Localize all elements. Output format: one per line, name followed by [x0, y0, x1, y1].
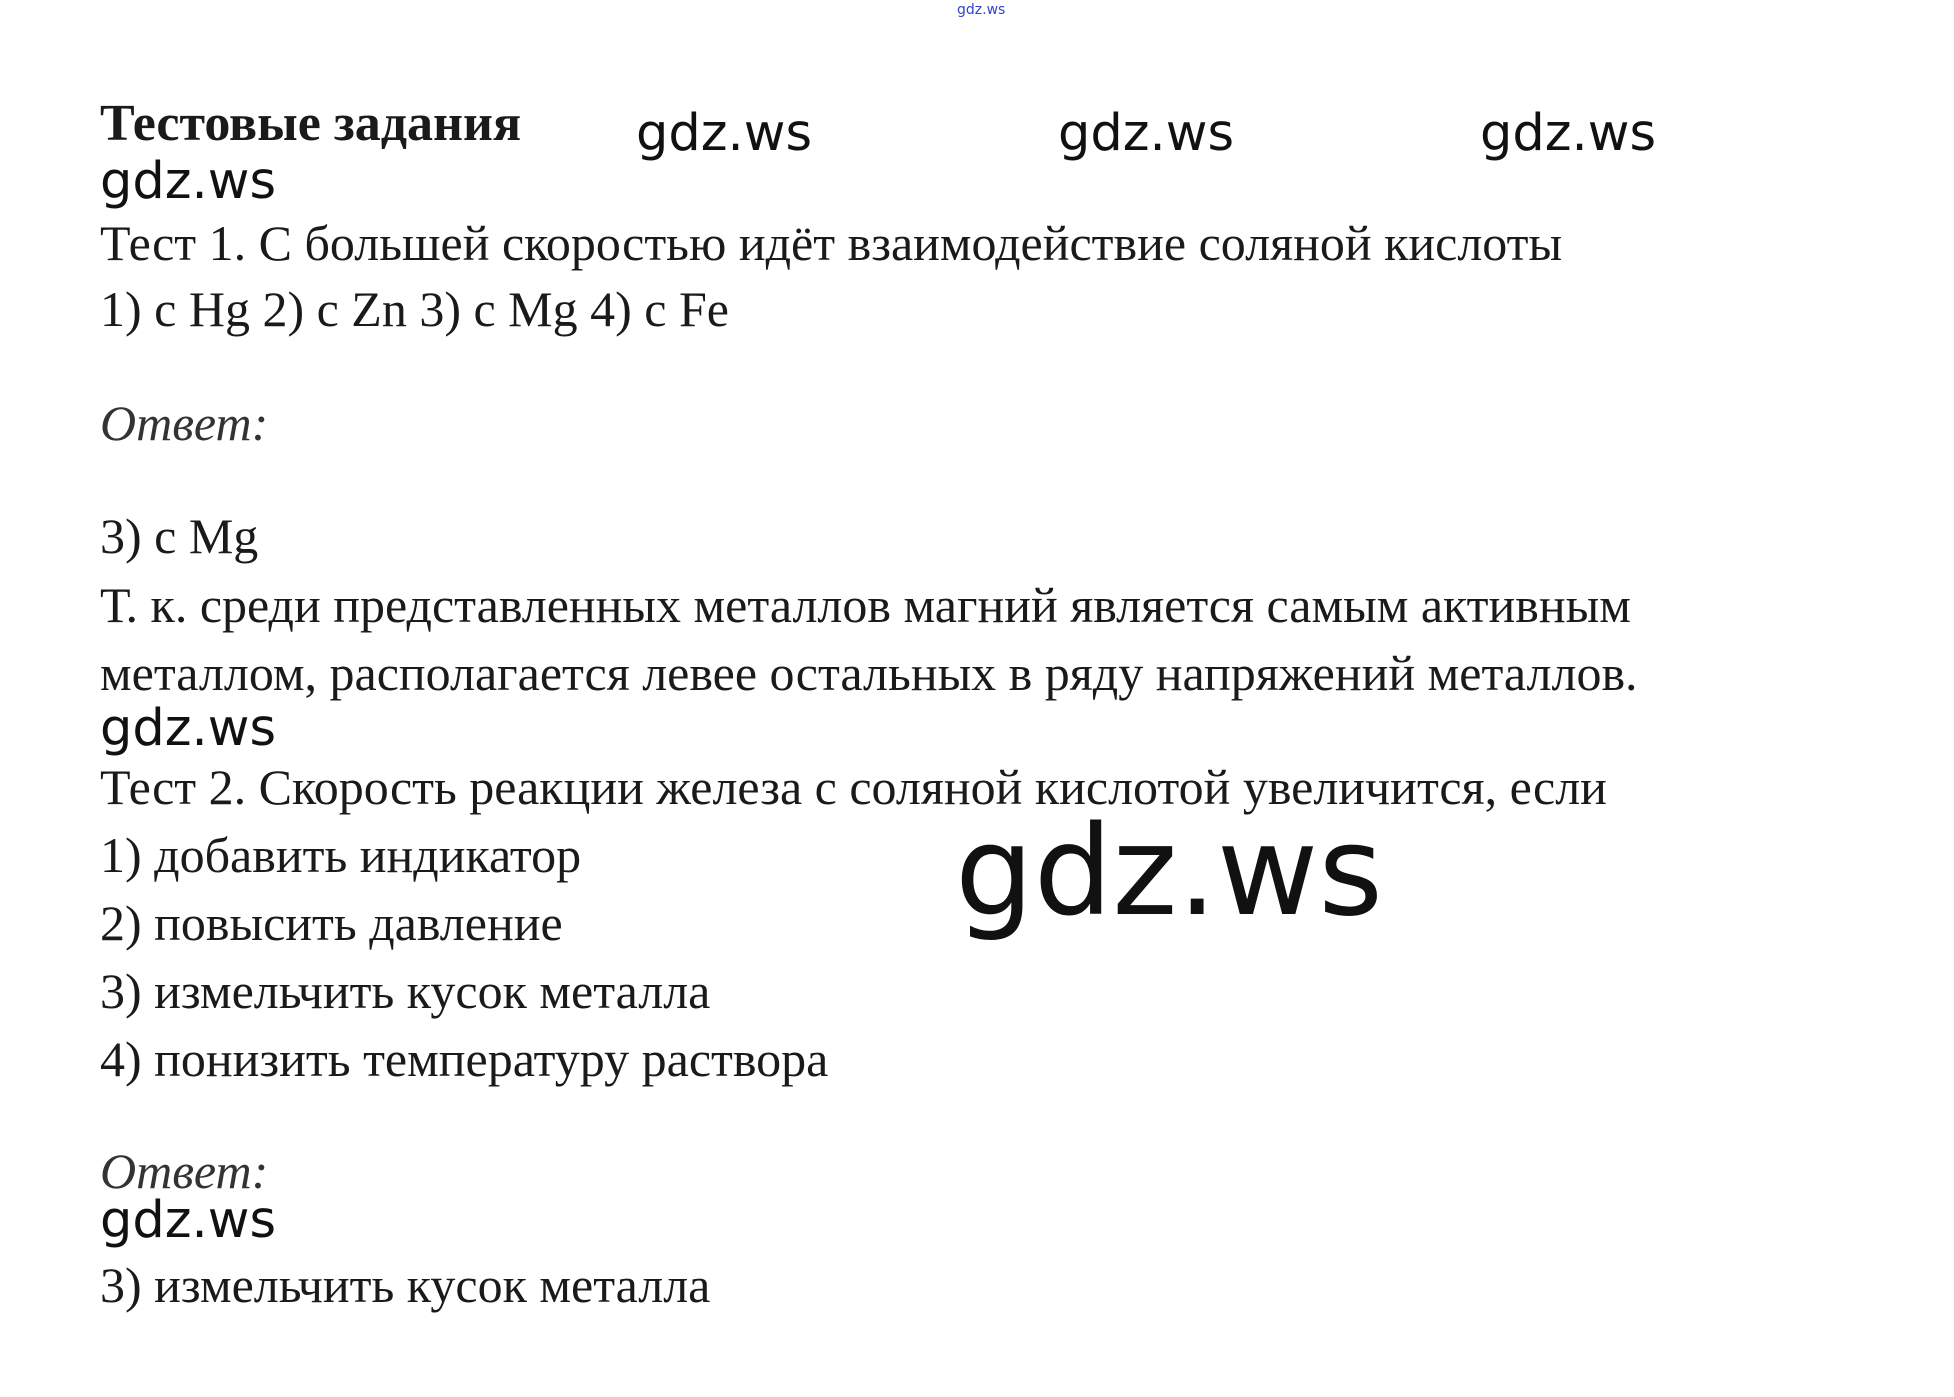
test1-answer: 3) с Mg: [100, 508, 259, 564]
test1-question: Тест 1. С большей скоростью идёт взаимодействие соляной кислоты: [100, 215, 1563, 271]
page-heading: Тестовые задания: [100, 95, 522, 152]
test2-option-4: 4) понизить температуру раствора: [100, 1031, 829, 1087]
watermark-center-large: gdz.ws: [955, 800, 1383, 944]
test2-option-1: 1) добавить индикатор: [100, 827, 582, 883]
test2-question: Тест 2. Скорость реакции железа с соляной кислотой увеличится, если: [100, 759, 1607, 815]
watermark-top: gdz.ws: [957, 2, 1006, 18]
test1-explanation-line1: Т. к. среди представленных металлов магний является самым активным: [100, 577, 1631, 633]
watermark-header-2: gdz.ws: [1058, 104, 1235, 163]
test2-option-3: 3) измельчить кусок металла: [100, 963, 711, 1019]
watermark-header-1: gdz.ws: [636, 104, 813, 163]
watermark-header-3: gdz.ws: [1480, 104, 1657, 163]
watermark-left-3: gdz.ws: [100, 1191, 277, 1250]
test1-answer-label: Ответ:: [100, 395, 269, 451]
test1-options: 1) с Hg 2) с Zn 3) с Mg 4) с Fe: [100, 281, 729, 337]
watermark-left-2: gdz.ws: [100, 699, 277, 758]
test2-option-2: 2) повысить давление: [100, 895, 563, 951]
watermark-left-1: gdz.ws: [100, 152, 277, 211]
test2-answer-label: Ответ:: [100, 1143, 269, 1199]
test1-explanation-line2: металлом, располагается левее остальных в ряду напряжений металлов.: [100, 645, 1638, 701]
test2-answer: 3) измельчить кусок металла: [100, 1257, 711, 1313]
